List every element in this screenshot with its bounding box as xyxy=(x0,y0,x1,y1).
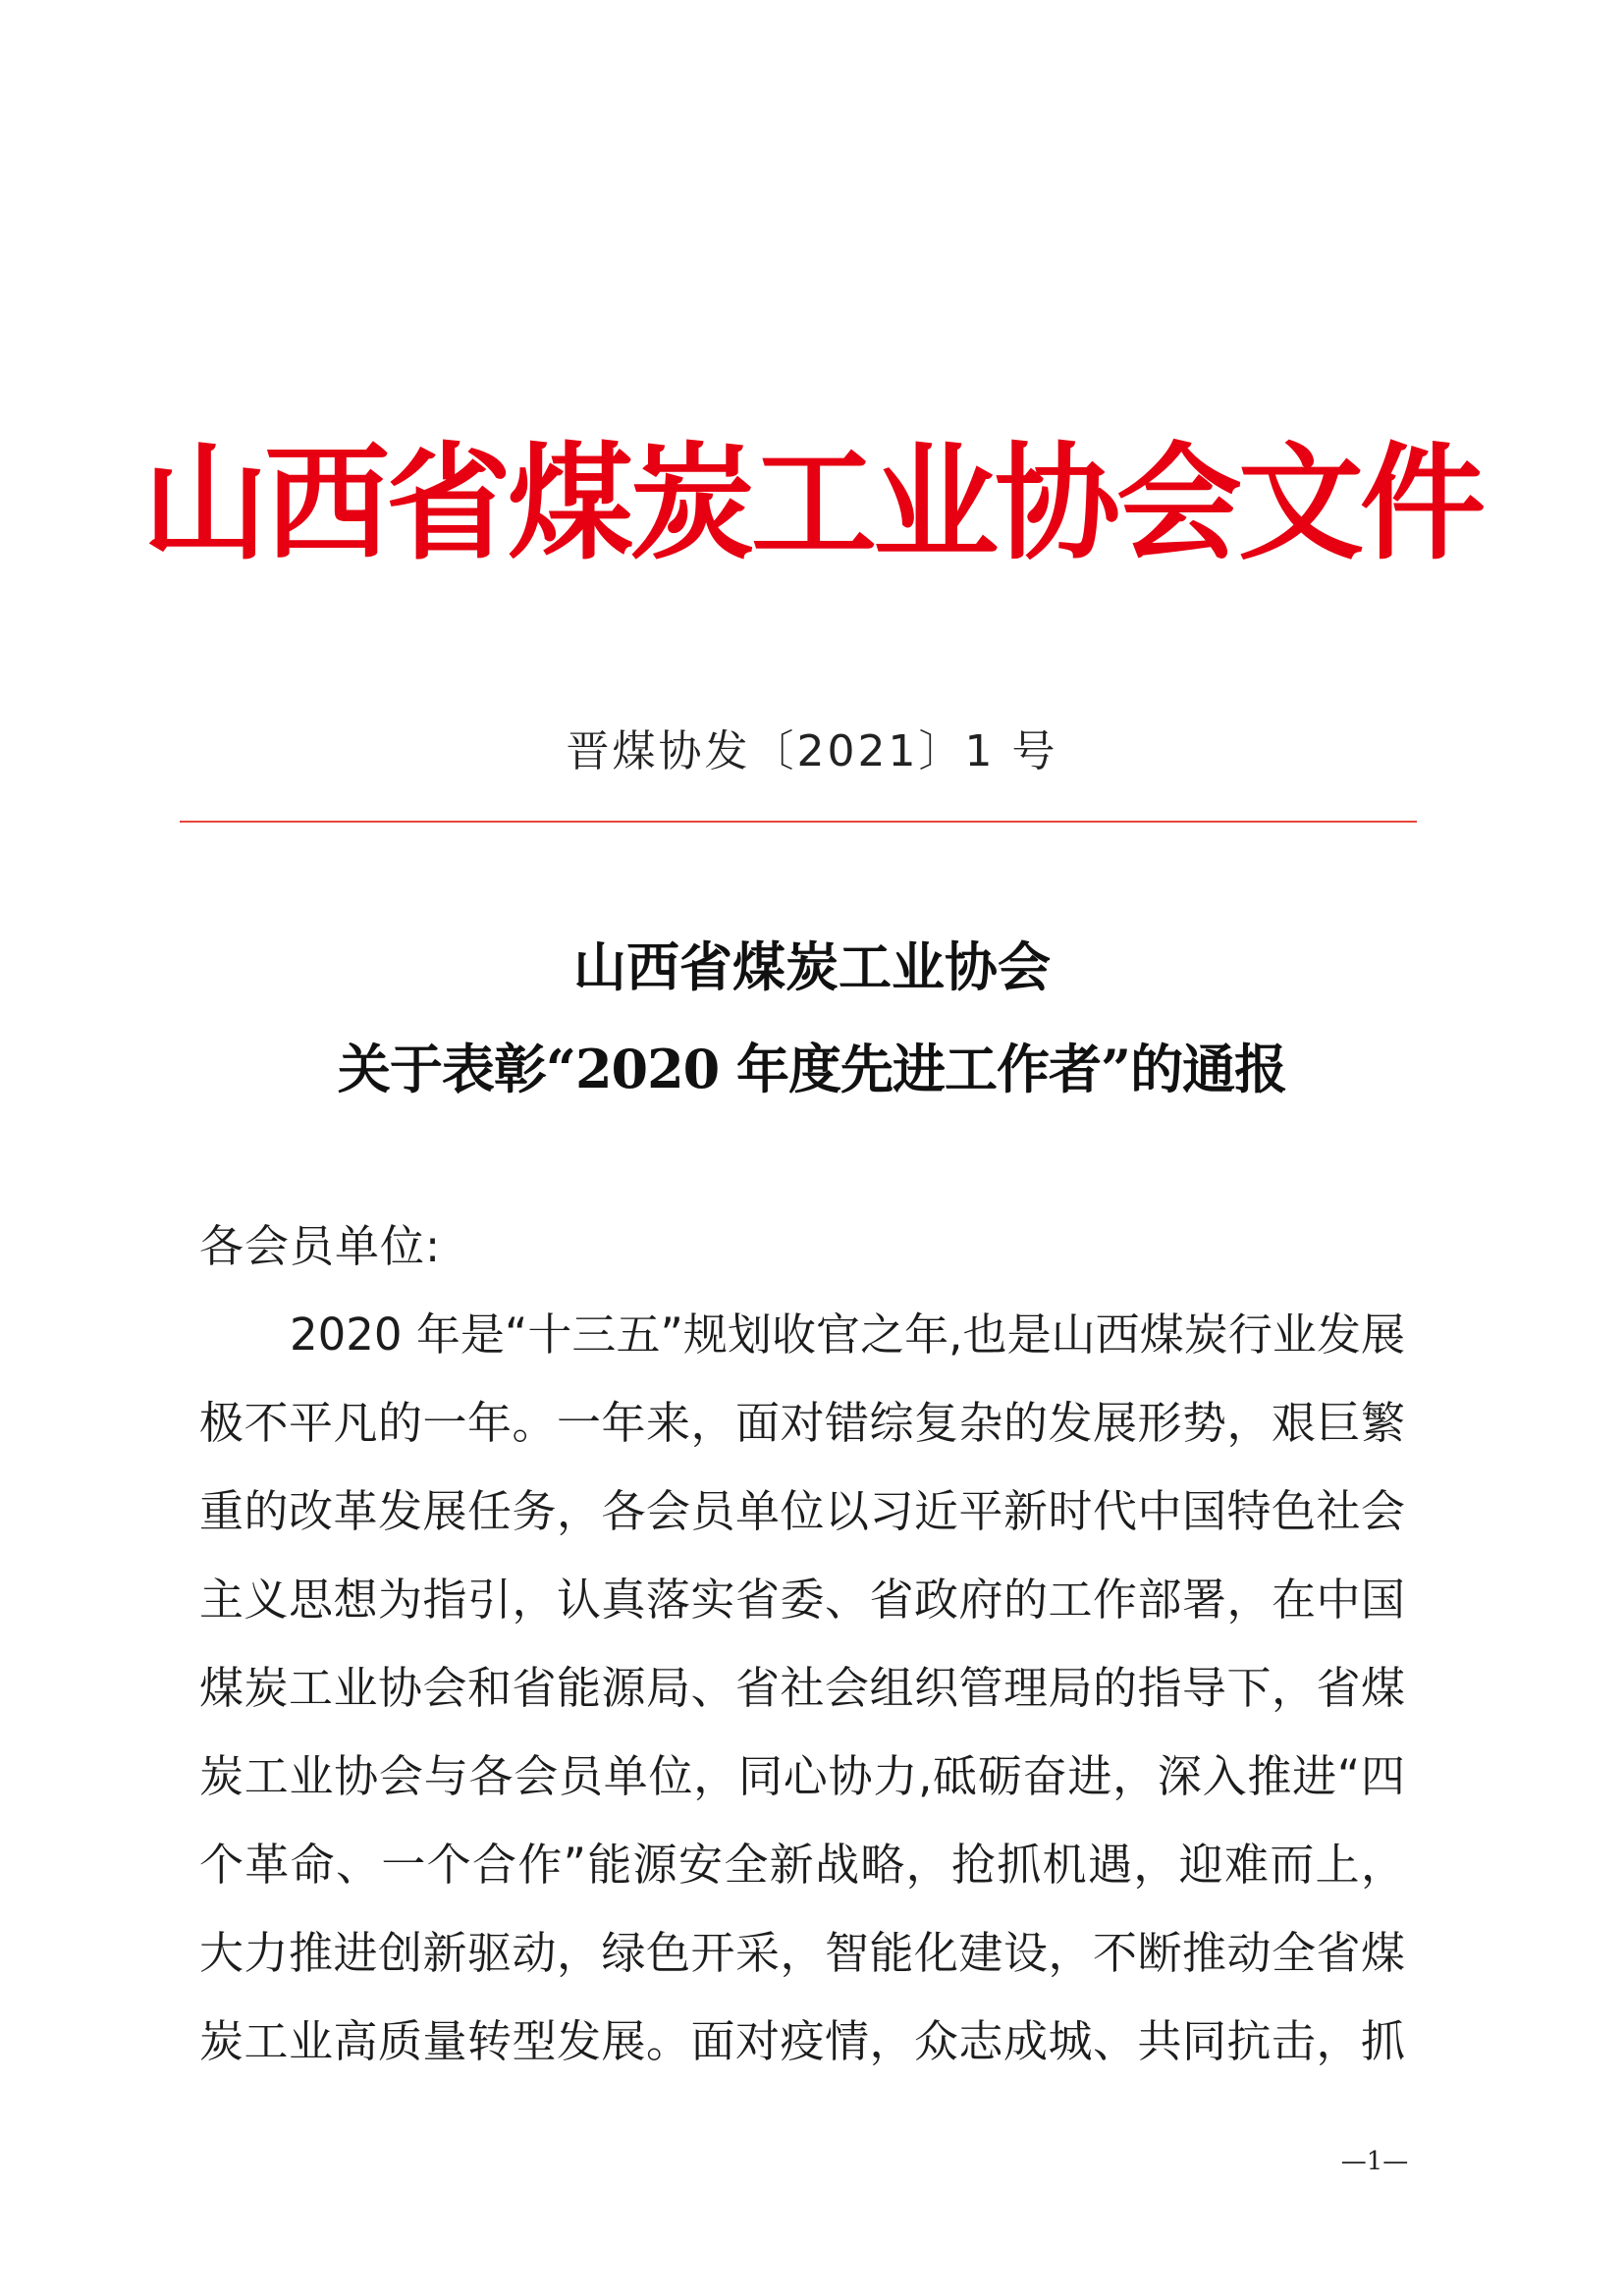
body-line: 重的改革发展任务，各会员单位以习近平新时代中国特色社会 xyxy=(199,1485,1405,1537)
document-number: 晋煤协发〔2021〕1 号 xyxy=(566,726,1058,776)
masthead-title: 山西省煤炭工业协会文件 xyxy=(141,430,1482,577)
body-line: 煤炭工业协会和省能源局、省社会组织管理局的指导下，省煤 xyxy=(199,1662,1405,1714)
body-line: 主义思想为指引，认真落实省委、省政府的工作部署，在中国 xyxy=(199,1574,1405,1626)
body-line: 炭工业协会与各会员单位，同心协力,砥砺奋进，深入推进“四 xyxy=(199,1750,1405,1802)
body-line: 个革命、一个合作”能源安全新战略，抢抓机遇，迎难而上， xyxy=(199,1839,1405,1891)
body-line: 2020 年是“十三五”规划收官之年,也是山西煤炭行业发展 xyxy=(290,1308,1405,1361)
body-line: 大力推进创新驱动，绿色开采，智能化建设，不断推动全省煤 xyxy=(199,1927,1405,1979)
body-line: 炭工业高质量转型发展。面对疫情，众志成城、共同抗击，抓 xyxy=(199,2015,1405,2067)
red-divider-line xyxy=(180,821,1417,823)
document-title-line-2: 关于表彰“2020 年度先进工作者”的通报 xyxy=(337,1038,1287,1100)
page-number: —1— xyxy=(1340,2147,1409,2176)
salutation: 各会员单位: xyxy=(199,1220,442,1272)
document-title-line-1: 山西省煤炭工业协会 xyxy=(573,935,1051,998)
body-line: 极不平凡的一年。一年来，面对错综复杂的发展形势，艰巨繁 xyxy=(199,1397,1405,1449)
